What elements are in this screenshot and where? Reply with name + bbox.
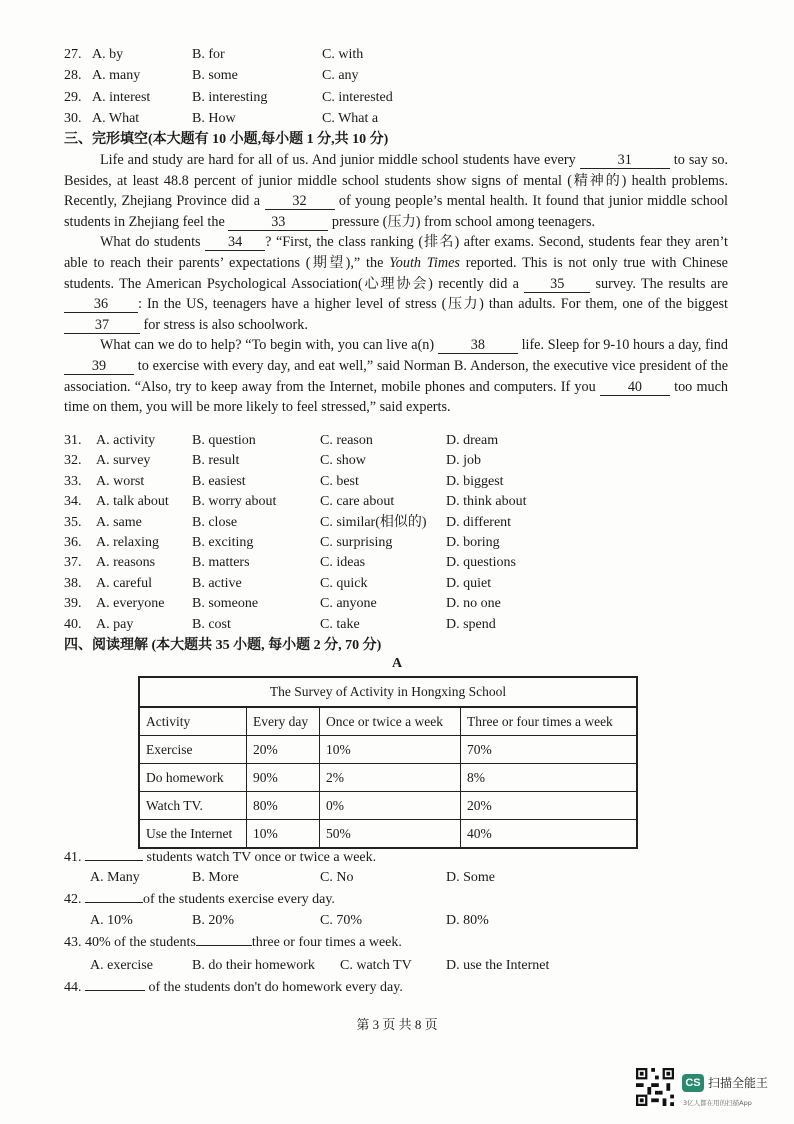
cloze-paragraph-1 bbox=[64, 150, 728, 232]
option-a: A. activity bbox=[96, 433, 156, 448]
option-b: B. someone bbox=[192, 596, 259, 612]
question-number: 28. bbox=[64, 68, 82, 84]
text: too much time on them, you will be more likely to feel stressed,” said experts. bbox=[64, 378, 728, 416]
question-number: 27. bbox=[64, 47, 82, 62]
table-cell: 90% bbox=[247, 764, 320, 792]
option-c: C. No bbox=[320, 870, 354, 885]
question-stem: 40% of the students bbox=[85, 935, 196, 950]
text: What can we do to help? “To begin with, you can live a(n) bbox=[100, 337, 438, 354]
option-c: C. with bbox=[322, 47, 364, 62]
option-c: C. quick bbox=[320, 575, 368, 591]
blank-33: 33 bbox=[228, 214, 328, 231]
question-number: 37. bbox=[64, 555, 82, 571]
table-cell: 50% bbox=[320, 820, 461, 849]
table-cell: 40% bbox=[461, 820, 638, 849]
question-number: 35. bbox=[64, 514, 82, 530]
table-header: Activity bbox=[139, 707, 247, 736]
option-d: D. quiet bbox=[446, 575, 492, 591]
text: survey. The results are bbox=[590, 275, 728, 292]
option-a: A. survey bbox=[96, 453, 151, 469]
blank-40: 40 bbox=[600, 379, 670, 396]
text: to exercise with every day, and eat well,” said Norman B. Anderson, the executive vice president of the association. “Also, try to keep away from the Internet, mobile phones and computers. If you bbox=[64, 357, 728, 395]
option-a: A. pay bbox=[96, 616, 134, 632]
option-d: D. dream bbox=[446, 433, 499, 448]
text: life. Sleep for 9-10 hours a day, find bbox=[517, 337, 728, 354]
text: to say so. Besides, at least 48.8 percent of junior middle school students show signs of mental (精神的) health problems. Recently, Zhejiang Province did a bbox=[64, 152, 729, 210]
option-d: D. no one bbox=[446, 596, 501, 612]
option-c: C. best bbox=[320, 473, 359, 489]
table-cell: Exercise bbox=[139, 736, 247, 764]
option-b: B. close bbox=[192, 514, 238, 530]
blank-31: 31 bbox=[580, 152, 670, 169]
text: : In the US, teenagers have a higher level of stress (压力) than adults. For them, one of the biggest bbox=[138, 296, 728, 313]
option-c: C. similar(相似的) bbox=[320, 514, 427, 530]
option-d: D. boring bbox=[446, 535, 500, 550]
option-a: A. by bbox=[92, 47, 124, 62]
answer-blank bbox=[85, 860, 143, 861]
option-b: B. easiest bbox=[192, 473, 246, 489]
option-c: C. 70% bbox=[320, 913, 362, 928]
question-stem: of the students don't do homework every day. bbox=[148, 980, 403, 995]
scanner-app-name: 扫描全能王 bbox=[708, 1076, 769, 1090]
cs-logo-icon: CS bbox=[682, 1074, 704, 1092]
answer-blank bbox=[196, 945, 252, 946]
qr-code-icon bbox=[636, 1068, 674, 1106]
blank-39: 39 bbox=[64, 358, 134, 375]
text: reported. This is not only true with Chinese students. The American Psychological Association(心理协会) recently did a bbox=[64, 254, 728, 292]
text: ? “First, the class ranking (排名) after exams. Second, students fear they aren’t able to reach their parents’ expectations (期望),” the bbox=[64, 234, 728, 271]
option-d: D. Some bbox=[446, 870, 495, 885]
option-b: B. More bbox=[192, 870, 239, 885]
table-cell: 70% bbox=[461, 736, 638, 764]
option-d: D. job bbox=[446, 453, 481, 469]
table-cell: 20% bbox=[247, 736, 320, 764]
option-d: D. spend bbox=[446, 616, 496, 632]
option-a: A. talk about bbox=[96, 494, 169, 510]
table-row bbox=[139, 736, 637, 764]
option-b: B. interesting bbox=[192, 89, 268, 105]
option-a: A. exercise bbox=[90, 958, 153, 973]
question-number: 33. bbox=[64, 473, 82, 489]
option-a: A. interest bbox=[92, 89, 151, 105]
question-44 bbox=[64, 978, 403, 998]
question-number: 36. bbox=[64, 535, 82, 550]
table-row bbox=[139, 764, 637, 792]
question-number: 41. bbox=[64, 850, 82, 865]
option-d: D. use the Internet bbox=[446, 958, 550, 973]
question-41 bbox=[64, 848, 376, 868]
table-row bbox=[139, 820, 637, 849]
section-3-heading: 三、完形填空(本大题有 10 小题,每小题 1 分,共 10 分) bbox=[64, 132, 389, 147]
option-c: C. care about bbox=[320, 494, 395, 510]
newspaper-name: Youth Times bbox=[389, 254, 460, 271]
table-cell: 0% bbox=[320, 792, 461, 820]
option-d: D. biggest bbox=[446, 473, 504, 489]
question-number: 42. bbox=[64, 892, 82, 907]
question-43 bbox=[64, 933, 402, 953]
question-stem: of the students exercise every day. bbox=[143, 892, 335, 907]
question-stem: students watch TV once or twice a week. bbox=[146, 850, 377, 865]
option-c: C. anyone bbox=[320, 596, 377, 612]
option-a: A. worst bbox=[96, 473, 145, 489]
option-a: A. What bbox=[92, 110, 140, 126]
option-c: C. surprising bbox=[320, 535, 393, 550]
text: of young people’s mental health. It found that junior middle school students in Zhejiang feel the bbox=[64, 193, 728, 230]
option-c: C. What a bbox=[322, 110, 379, 126]
question-number: 39. bbox=[64, 596, 82, 612]
option-b: B. do their homework bbox=[192, 958, 315, 973]
option-d: D. different bbox=[446, 514, 512, 530]
option-b: B. question bbox=[192, 433, 256, 448]
option-a: A. many bbox=[92, 68, 141, 84]
question-stem: three or four times a week. bbox=[251, 935, 402, 950]
option-a: A. relaxing bbox=[96, 535, 159, 550]
table-header: Once or twice a week bbox=[320, 707, 461, 736]
part-a-label: A bbox=[391, 656, 403, 671]
blank-38: 38 bbox=[438, 337, 518, 354]
option-a: A. same bbox=[96, 514, 142, 530]
option-b: B. cost bbox=[192, 616, 231, 632]
table-cell: 10% bbox=[247, 820, 320, 849]
option-c: C. reason bbox=[320, 433, 373, 448]
option-c: C. show bbox=[320, 453, 366, 469]
option-a: A. reasons bbox=[96, 555, 156, 571]
table-cell: Use the Internet bbox=[139, 820, 247, 849]
text: pressure (压力) from school among teenagers. bbox=[328, 213, 596, 230]
option-c: C. ideas bbox=[320, 555, 366, 571]
cloze-paragraph-3 bbox=[64, 335, 728, 417]
option-a: A. 10% bbox=[90, 913, 133, 928]
option-b: B. for bbox=[192, 47, 225, 62]
question-number: 30. bbox=[64, 110, 82, 126]
blank-34: 34 bbox=[205, 234, 265, 251]
table-header: Three or four times a week bbox=[461, 707, 638, 736]
cloze-paragraph-2 bbox=[64, 232, 728, 335]
option-d: D. think about bbox=[446, 494, 527, 510]
option-d: D. 80% bbox=[446, 913, 489, 928]
blank-35: 35 bbox=[524, 276, 590, 293]
blank-32: 32 bbox=[265, 193, 335, 210]
table-cell: Watch TV. bbox=[139, 792, 247, 820]
survey-table bbox=[138, 676, 638, 849]
option-b: B. exciting bbox=[192, 535, 254, 550]
table-cell: 20% bbox=[461, 792, 638, 820]
cloze-passage bbox=[64, 150, 728, 418]
answer-blank bbox=[85, 990, 145, 991]
question-number: 40. bbox=[64, 616, 82, 632]
answer-blank bbox=[85, 902, 143, 903]
table-cell: 80% bbox=[247, 792, 320, 820]
scanner-tagline: 3亿人都在用的扫描App bbox=[683, 1099, 752, 1107]
option-b: B. matters bbox=[192, 555, 250, 571]
option-b: B. some bbox=[192, 68, 238, 84]
option-b: B. worry about bbox=[192, 494, 277, 510]
option-b: B. 20% bbox=[192, 913, 234, 928]
question-number: 32. bbox=[64, 453, 82, 469]
text: Life and study are hard for all of us. And junior middle school students have every bbox=[100, 152, 580, 168]
blank-36: 36 bbox=[64, 296, 138, 313]
option-c: C. interested bbox=[322, 89, 393, 105]
option-c: C. watch TV bbox=[340, 958, 412, 973]
question-42 bbox=[64, 890, 335, 910]
page-number: 第 3 页 共 8 页 bbox=[356, 1017, 438, 1032]
question-number: 44. bbox=[64, 980, 82, 995]
table-header: Every day bbox=[247, 707, 320, 736]
table-cell: 10% bbox=[320, 736, 461, 764]
question-number: 38. bbox=[64, 575, 82, 591]
option-a: A. Many bbox=[90, 870, 140, 885]
text: What do students bbox=[100, 234, 206, 251]
question-number: 43. bbox=[64, 935, 82, 950]
table-header-row bbox=[139, 707, 637, 736]
option-d: D. questions bbox=[446, 555, 516, 571]
question-number: 29. bbox=[64, 89, 82, 105]
survey-title: The Survey of Activity in Hongxing School bbox=[139, 677, 637, 707]
option-b: B. How bbox=[192, 110, 236, 126]
option-b: B. active bbox=[192, 575, 242, 591]
option-c: C. take bbox=[320, 616, 360, 632]
table-cell: 2% bbox=[320, 764, 461, 792]
table-row bbox=[139, 792, 637, 820]
table-cell: Do homework bbox=[139, 764, 247, 792]
blank-37: 37 bbox=[64, 317, 140, 334]
question-number: 34. bbox=[64, 494, 82, 510]
section-4-heading: 四、阅读理解 (本大题共 35 小题, 每小题 2 分, 70 分) bbox=[64, 638, 382, 653]
text: for stress is also schoolwork. bbox=[140, 316, 308, 333]
option-c: C. any bbox=[322, 68, 359, 84]
option-a: A. careful bbox=[96, 575, 152, 591]
table-cell: 8% bbox=[461, 764, 638, 792]
question-number: 31. bbox=[64, 433, 82, 448]
option-b: B. result bbox=[192, 453, 240, 469]
option-a: A. everyone bbox=[96, 596, 165, 612]
